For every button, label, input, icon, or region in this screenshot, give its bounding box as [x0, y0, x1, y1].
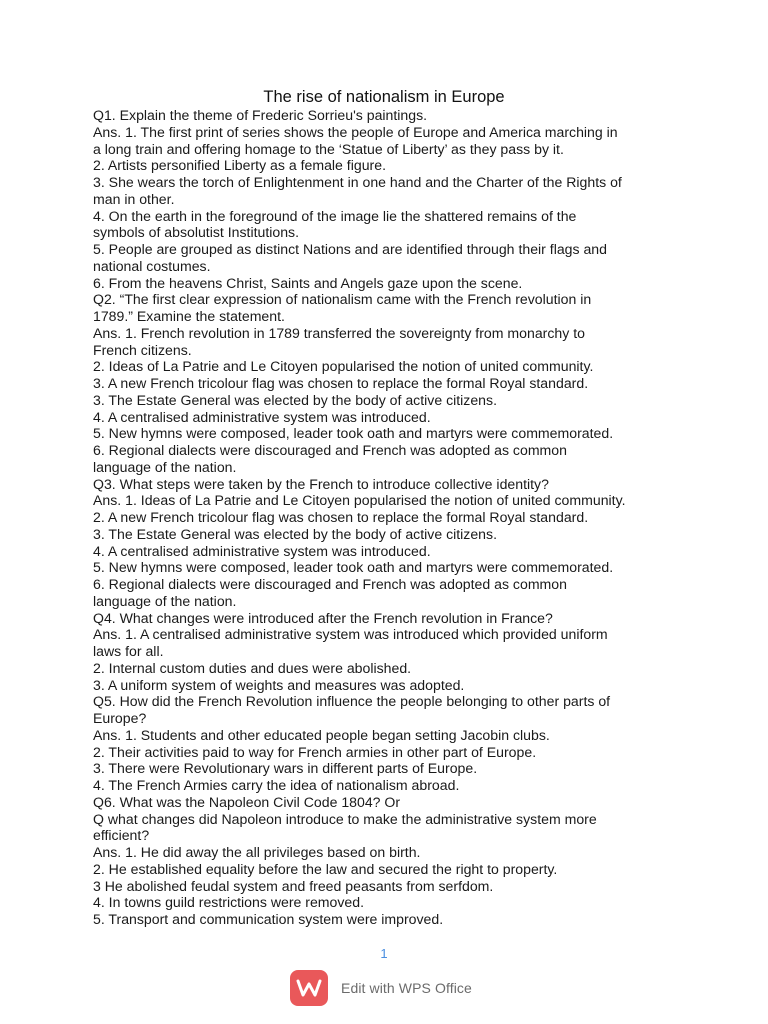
text-line: 2. Internal custom duties and dues were abolished. — [93, 659, 412, 676]
text-line: 5. People are grouped as distinct Nations and are identified through their flags and — [93, 241, 607, 257]
wps-label: Edit with WPS Office — [341, 980, 472, 996]
text-line: laws for all. — [93, 643, 164, 659]
text-line: 6. Regional dialects were discouraged and French was adopted as common — [93, 576, 567, 592]
text-line: French citizens. — [93, 341, 192, 358]
text-line: a long train and offering homage to the ‘Statue of Liberty’ as they pass by it. — [93, 140, 564, 157]
text-line: man in other. — [93, 190, 175, 207]
text-line: language of the nation. — [93, 458, 237, 475]
text-line: 3. A new French tricolour flag was chosen to replace the formal Royal standard. — [93, 375, 589, 391]
text-line: Q3. What steps were taken by the French to introduce collective identity? — [93, 475, 549, 492]
text-line: symbols of absolutist Institutions. — [93, 224, 300, 241]
text-line: 3. The Estate General was elected by the body of active citizens. — [93, 525, 497, 542]
text-line: Ans. 1. He did away the all privileges based on birth. — [93, 844, 421, 860]
text-line: national costumes. — [93, 257, 211, 274]
text-line: 6. From the heavens Christ, Saints and Angels gaze upon the scene. — [93, 274, 523, 291]
text-line: 6. Regional dialects were discouraged and French was adopted as common — [93, 442, 567, 458]
text-line: 3. She wears the torch of Enlightenment in one hand and the Charter of the Rights of — [93, 174, 622, 190]
text-line: 2. Their activities paid to way for French armies in other part of Europe. — [93, 743, 537, 760]
text-line: Europe? — [93, 710, 147, 726]
text-line: Q what changes did Napoleon introduce to make the administrative system more — [93, 810, 597, 827]
text-line: 4. A centralised administrative system was introduced. — [93, 408, 431, 425]
text-line: 3 He abolished feudal system and freed peasants from serfdom. — [93, 877, 494, 894]
document-body — [93, 107, 683, 928]
edit-with-wps-button[interactable] — [290, 970, 472, 1006]
wps-w-glyph-icon — [296, 978, 322, 998]
text-line: Ans. 1. The first print of series shows the people of Europe and America marching in — [93, 123, 618, 140]
document-title: The rise of nationalism in Europe — [263, 88, 505, 106]
text-line: 1789.” Examine the statement. — [93, 308, 285, 324]
text-line: 2. He established equality before the law and secured the right to property. — [93, 860, 558, 877]
text-line: Ans. 1. French revolution in 1789 transferred the sovereignty from monarchy to — [93, 324, 585, 341]
text-line: Ans. 1. Students and other educated people began setting Jacobin clubs. — [93, 726, 550, 743]
text-line: 3. A uniform system of weights and measures was adopted. — [93, 676, 465, 693]
page-number: 1 — [380, 946, 388, 961]
text-line: 4. In towns guild restrictions were removed. — [93, 894, 365, 911]
text-line: 3. There were Revolutionary wars in different parts of Europe. — [93, 760, 478, 777]
text-line: Q6. What was the Napoleon Civil Code 1804? Or — [93, 793, 401, 810]
text-line: 4. On the earth in the foreground of the image lie the shattered remains of the — [93, 207, 577, 224]
wps-logo-icon — [290, 970, 328, 1006]
text-line: 2. A new French tricolour flag was chosen to replace the formal Royal standard. — [93, 509, 589, 525]
text-line: Ans. 1. Ideas of La Patrie and Le Citoyen popularised the notion of united community. — [93, 492, 626, 509]
text-line: Q5. How did the French Revolution influence the people belonging to other parts of — [93, 693, 611, 710]
text-line: 4. A centralised administrative system was introduced. — [93, 542, 431, 559]
text-line: 4. The French Armies carry the idea of nationalism abroad. — [93, 777, 460, 793]
text-line: language of the nation. — [93, 592, 237, 609]
text-line: 5. New hymns were composed, leader took oath and martyrs were commemorated. — [93, 425, 614, 442]
text-line: Q4. What changes were introduced after the French revolution in France? — [93, 609, 553, 626]
text-line: 5. Transport and communication system were improved. — [93, 911, 444, 927]
text-line: Q1. Explain the theme of Frederic Sorrieu's paintings. — [93, 107, 428, 123]
text-line: 3. The Estate General was elected by the body of active citizens. — [93, 391, 497, 408]
text-line: 2. Artists personified Liberty as a female figure. — [93, 157, 386, 174]
text-line: 2. Ideas of La Patrie and Le Citoyen popularised the notion of united community. — [93, 358, 594, 375]
text-line: Q2. “The first clear expression of nationalism came with the French revolution in — [93, 291, 592, 308]
text-line: 5. New hymns were composed, leader took oath and martyrs were commemorated. — [93, 559, 614, 576]
text-line: efficient? — [93, 827, 150, 844]
text-line: Ans. 1. A centralised administrative system was introduced which provided uniform — [93, 626, 608, 643]
